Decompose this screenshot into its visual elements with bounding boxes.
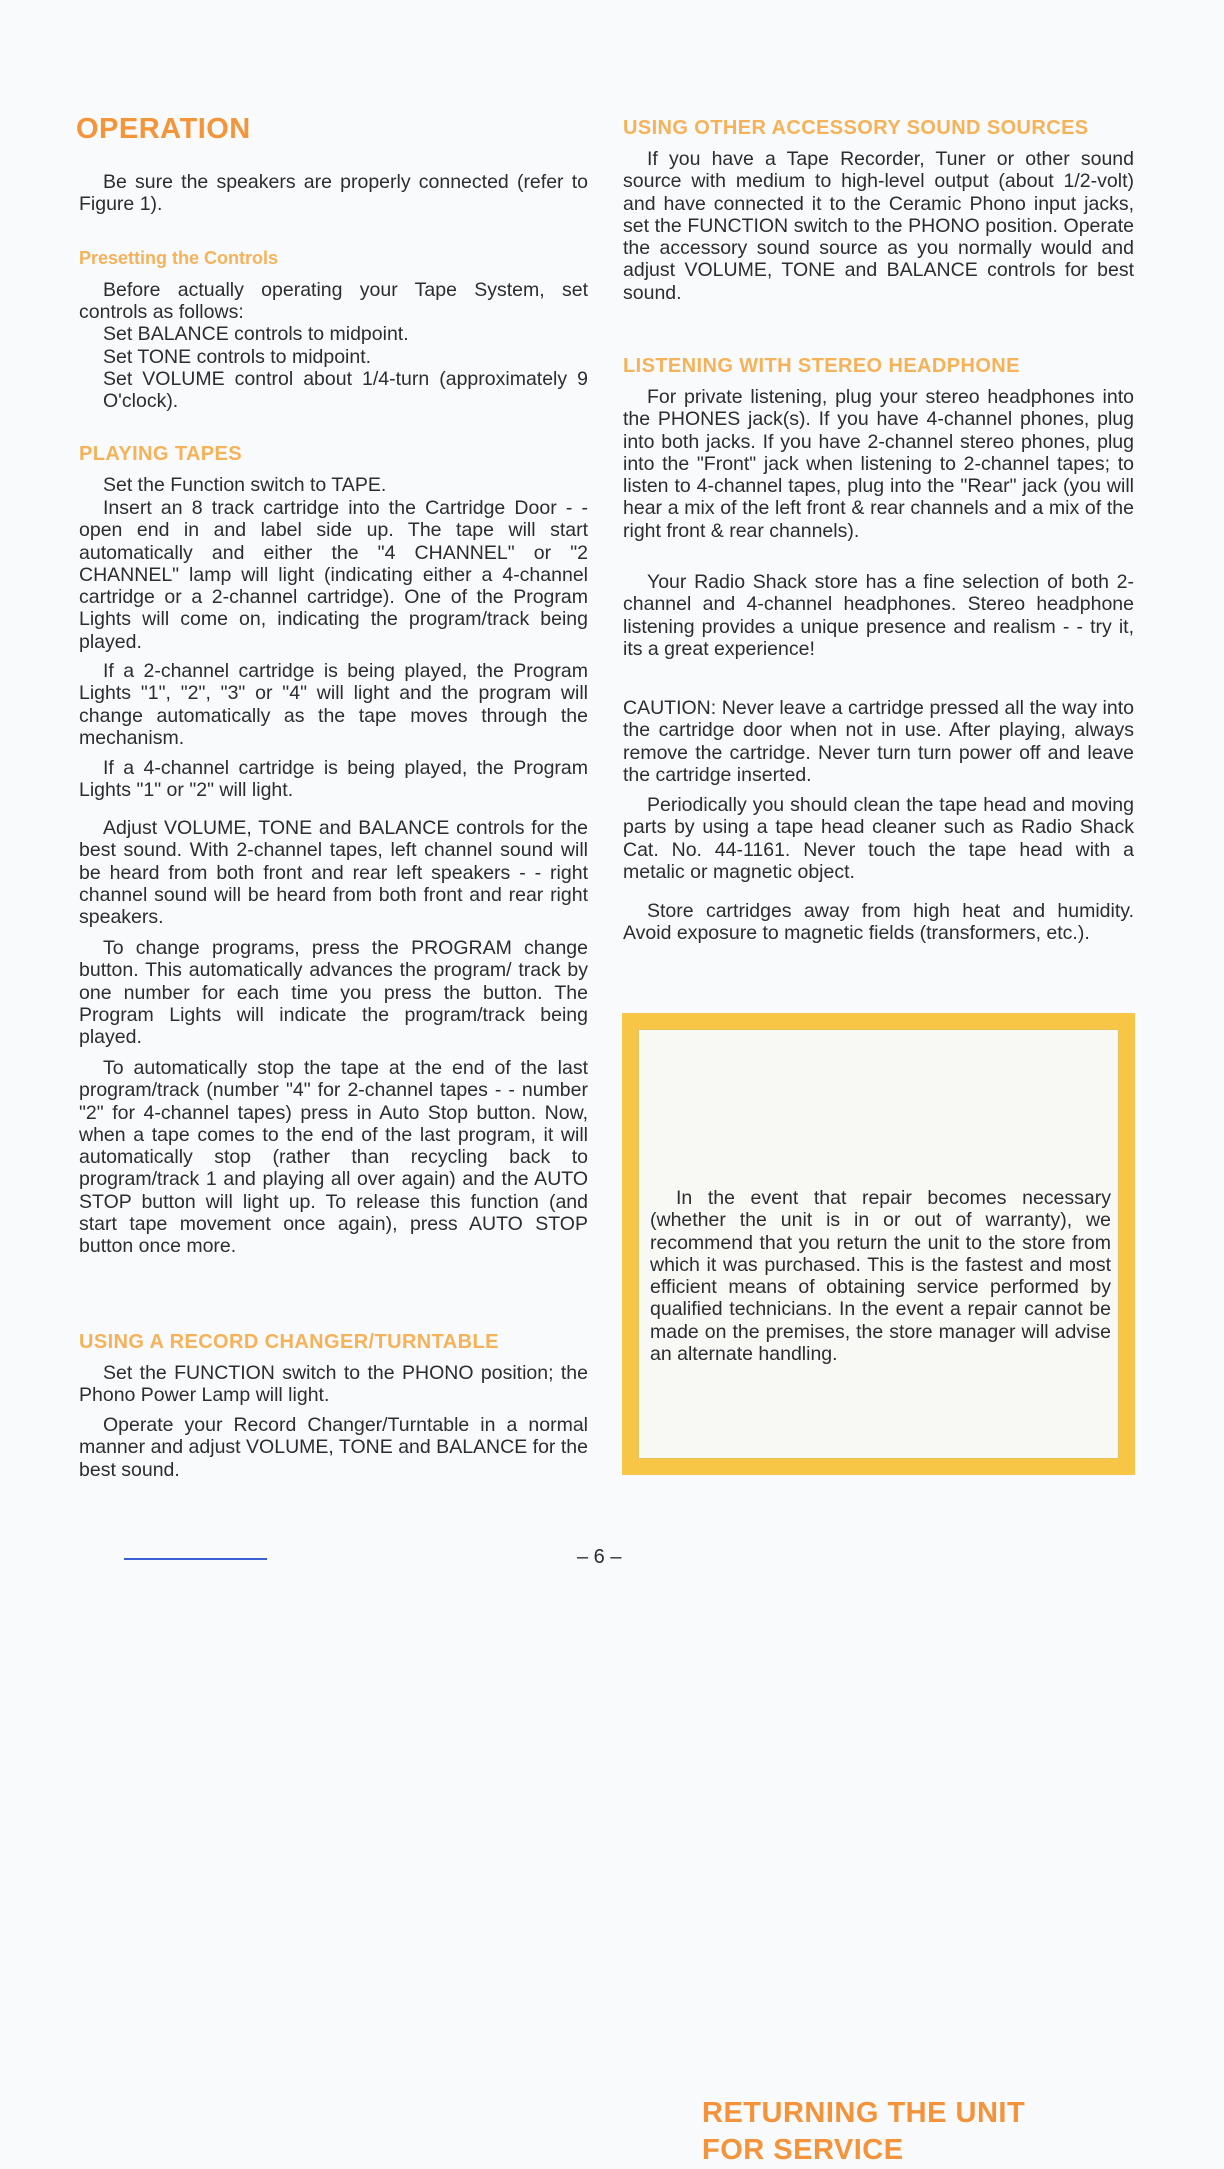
footer-rule bbox=[124, 1558, 267, 1560]
caution-p1: CAUTION: Never leave a cartridge pressed all the way into the cartridge door when not in use. After playing, always remove the cartridge. Never turn turn power off and leave the cartridge inserted. bbox=[623, 697, 1134, 786]
accessory-p1: If you have a Tape Recorder, Tuner or other sound source with medium to high-level output (about 1/2-volt) and have connected it to the Ceramic Phono input jacks, set the FUNCTION switch to the PHONO position. Operate the accessory sound source as you normally would and adjust VOLUME, TONE and BALANCE controls for best sound. bbox=[623, 148, 1134, 304]
headphone-p2: Your Radio Shack store has a fine selection of both 2-channel and 4-channel headphones. Stereo headphone listening provides a unique presence and realism - - try it, its a great experience! bbox=[623, 571, 1134, 660]
operation-intro: Be sure the speakers are properly connected (refer to Figure 1). bbox=[79, 171, 588, 216]
playing-p2: Insert an 8 track cartridge into the Cartridge Door - - open end in and label side up. The tape will start automatically and either the "4 CHANNEL" or "2 CHANNEL" lamp will light (indicating either a 4-channel cartridge or a 2-channel cartridge). One of the Program Lights will come on, indicating the program/track being played. bbox=[79, 497, 588, 653]
playing-p3: If a 2-channel cartridge is being played, the Program Lights "1", "2", "3" or "4" will light and the program will change automatically as the tape moves through the mechanism. bbox=[79, 660, 588, 749]
playing-p1: Set the Function switch to TAPE. bbox=[103, 474, 387, 496]
record-changer-heading: USING A RECORD CHANGER/TURNTABLE bbox=[79, 1331, 499, 1353]
headphone-heading: LISTENING WITH STEREO HEADPHONE bbox=[623, 355, 1020, 377]
playing-p5: Adjust VOLUME, TONE and BALANCE controls for the best sound. With 2-channel tapes, left channel sound will be heard from both front and rear left speakers - - right channel sound will be heard from both front and rear right speakers. bbox=[79, 817, 588, 929]
record-changer-p2: Operate your Record Changer/Turntable in a normal manner and adjust VOLUME, TONE and BALANCE for the best sound. bbox=[79, 1414, 588, 1481]
caution-p2: Periodically you should clean the tape head and moving parts by using a tape head cleaner such as Radio Shack Cat. No. 44-1161. Never touch the tape head with a metalic or magnetic object. bbox=[623, 794, 1134, 883]
presetting-step-1: Set BALANCE controls to midpoint. bbox=[103, 323, 409, 345]
presetting-step-3: Set VOLUME control about 1/4-turn (approximately 9 O'clock). bbox=[103, 368, 588, 413]
service-text: In the event that repair becomes necessary (whether the unit is in or out of warranty), we recommend that you return the unit to the store from which it was purchased. This is the fastest and most efficient means of obtaining service performed by qualified technicians. In the event a repair cannot be made on the premises, the store manager will advise an alternate handling. bbox=[650, 1187, 1111, 1366]
playing-p7: To automatically stop the tape at the end of the last program/track (number "4" for 2-channel tapes - - number "2" for 4-channel tapes) press in Auto Stop button. Now, when a tape comes to the end of the last program, it will automatically stop (rather than recycling back to program/track 1 and playing all over again) and the AUTO STOP button will light up. To release this function (and start tape movement once again), press AUTO STOP button once more. bbox=[79, 1057, 588, 1258]
presetting-intro: Before actually operating your Tape System, set controls as follows: bbox=[79, 279, 588, 324]
service-title bbox=[702, 2095, 1025, 2169]
presetting-step-2: Set TONE controls to midpoint. bbox=[103, 346, 372, 368]
service-title-line-1: RETURNING THE UNIT bbox=[702, 2097, 1026, 2129]
headphone-p1: For private listening, plug your stereo headphones into the PHONES jack(s). If you have 4-channel phones, plug into both jacks. If you have 2-channel stereo phones, plug into the "Front" jack when listening to 2-channel tapes; to listen to 4-channel tapes, plug into the "Rear" jack (you will hear a mix of the left front & rear channels and a mix of the right front & rear channels). bbox=[623, 386, 1134, 542]
page-number: – 6 – bbox=[577, 1546, 622, 1568]
presetting-heading: Presetting the Controls bbox=[79, 248, 279, 268]
service-title-line-2: FOR SERVICE bbox=[702, 2134, 904, 2166]
playing-heading: PLAYING TAPES bbox=[79, 443, 243, 465]
record-changer-p1: Set the FUNCTION switch to the PHONO position; the Phono Power Lamp will light. bbox=[79, 1362, 588, 1407]
accessory-heading: USING OTHER ACCESSORY SOUND SOURCES bbox=[623, 117, 1089, 139]
operation-title: OPERATION bbox=[76, 113, 251, 145]
caution-p3: Store cartridges away from high heat and humidity. Avoid exposure to magnetic fields (transformers, etc.). bbox=[623, 900, 1134, 945]
playing-p4: If a 4-channel cartridge is being played, the Program Lights "1" or "2" will light. bbox=[79, 757, 588, 802]
playing-p6: To change programs, press the PROGRAM change button. This automatically advances the program/ track by one number for each time you press the button. The Program Lights will indicate the program/track being played. bbox=[79, 937, 588, 1049]
